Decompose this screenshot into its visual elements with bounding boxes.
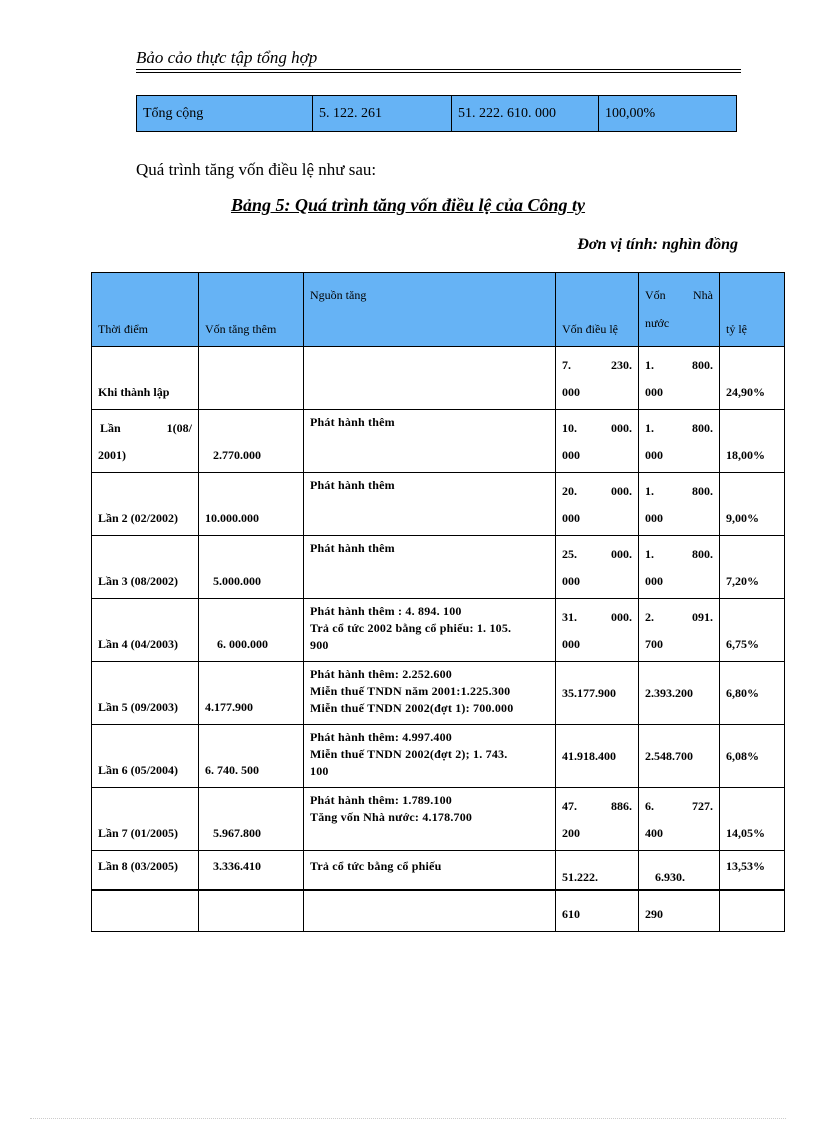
cell-state: 1. 800. 000 — [639, 410, 720, 473]
unit-label: Đơn vị tính: nghìn đồng — [577, 236, 738, 253]
table-row — [92, 788, 785, 851]
cell-state: 6. 727. 400 — [639, 788, 720, 851]
cell-source: Phát hành thêm: 4.997.400 Miễn thuế TNDN 2002(đợt 2); 1. 743. 100 — [304, 725, 556, 788]
table-caption: Bảng 5: Quá trình tăng vốn điều lệ của Công ty — [230, 195, 586, 215]
table-row — [92, 851, 785, 891]
cell-time: Lần 6 (05/2004) — [92, 725, 199, 788]
cell-time: Lần 3 (08/2002) — [92, 536, 199, 599]
cell-ratio: 13,53% — [720, 851, 785, 891]
cell-state: 6.930. — [639, 851, 720, 891]
cell-added: 2.770.000 — [199, 410, 304, 473]
table-row — [92, 410, 785, 473]
cell-charter: 51.222. — [556, 851, 639, 891]
cell-added: 3.336.410 — [199, 851, 304, 891]
cell-source: Phát hành thêm : 4. 894. 100 Trả cổ tức 2002 bằng cổ phiếu: 1. 105. 900 — [304, 599, 556, 662]
table-row — [92, 599, 785, 662]
page-bottom-border — [30, 1118, 786, 1119]
header-rule — [136, 69, 741, 70]
cell-added: 5.967.800 — [199, 788, 304, 851]
cell-time: Lần 2 (02/2002) — [92, 473, 199, 536]
cell-charter-overflow: 610 — [556, 890, 639, 932]
cell-state-overflow: 290 — [639, 890, 720, 932]
cell-charter: 25. 000. 000 — [556, 536, 639, 599]
cell-source: Phát hành thêm: 2.252.600 Miễn thuế TNDN năm 2001:1.225.300 Miễn thuế TNDN 2002(đợt 1): 700.000 — [304, 662, 556, 725]
cell-charter: 20. 000. 000 — [556, 473, 639, 536]
cell-added — [199, 347, 304, 410]
cell-ratio: 24,90% — [720, 347, 785, 410]
intro-text: Quá trình tăng vốn điều lệ như sau: — [136, 160, 377, 179]
cell-ratio: 14,05% — [720, 788, 785, 851]
cell-time: Lần 7 (01/2005) — [92, 788, 199, 851]
table-row — [92, 662, 785, 725]
cell-time: Lần 1(08/ 2001) — [92, 410, 199, 473]
header-time: Thời điểm — [92, 273, 199, 347]
header-charter-capital: Vốn điều lệ — [556, 273, 639, 347]
table-row — [92, 473, 785, 536]
cell-added: 4.177.900 — [199, 662, 304, 725]
cell-source — [304, 347, 556, 410]
cell-empty — [304, 890, 556, 932]
table-row — [92, 347, 785, 410]
cell-ratio: 7,20% — [720, 536, 785, 599]
cell-source: Phát hành thêm — [304, 410, 556, 473]
cell-charter: 35.177.900 — [556, 662, 639, 725]
cell-ratio: 6,80% — [720, 662, 785, 725]
cell-time: Lần 4 (04/2003) — [92, 599, 199, 662]
header-rule — [136, 72, 741, 73]
cell-added: 10.000.000 — [199, 473, 304, 536]
cell-added: 6. 740. 500 — [199, 725, 304, 788]
table-row — [92, 536, 785, 599]
cell-time: Khi thành lập — [92, 347, 199, 410]
header-source: Nguồn tăng — [304, 273, 556, 347]
cell-source: Phát hành thêm: 1.789.100 Tăng vốn Nhà nước: 4.178.700 — [304, 788, 556, 851]
cell-time: Lần 5 (09/2003) — [92, 662, 199, 725]
cell-ratio: 6,08% — [720, 725, 785, 788]
total-label: Tổng cộng — [137, 96, 313, 132]
cell-added: 5.000.000 — [199, 536, 304, 599]
cell-ratio: 6,75% — [720, 599, 785, 662]
table-row — [92, 725, 785, 788]
cell-state: 2.393.200 — [639, 662, 720, 725]
total-summary-table — [136, 95, 737, 132]
cell-time: Lần 8 (03/2005) — [92, 851, 199, 891]
cell-source: Phát hành thêm — [304, 536, 556, 599]
table-header-row — [92, 273, 785, 347]
cell-state: 1. 800. 000 — [639, 473, 720, 536]
total-row — [137, 96, 737, 132]
header-added-capital: Vốn tăng thêm — [199, 273, 304, 347]
header-ratio: tỷ lệ — [720, 273, 785, 347]
cell-state: 1. 800. 000 — [639, 536, 720, 599]
total-shares: 5. 122. 261 — [313, 96, 452, 132]
page-header-title: Bảo cảo thực tập tổng hợp — [136, 48, 318, 67]
cell-charter: 47. 886. 200 — [556, 788, 639, 851]
total-amount: 51. 222. 610. 000 — [452, 96, 599, 132]
cell-source: Trả cổ tức bằng cổ phiếu — [304, 851, 556, 891]
cell-charter: 10. 000. 000 — [556, 410, 639, 473]
header-state-capital: Vốn Nhà nước — [639, 273, 720, 347]
cell-ratio: 18,00% — [720, 410, 785, 473]
cell-charter: 7. 230. 000 — [556, 347, 639, 410]
cell-state: 2.548.700 — [639, 725, 720, 788]
cell-empty — [199, 890, 304, 932]
cell-source: Phát hành thêm — [304, 473, 556, 536]
capital-increase-table — [91, 272, 785, 932]
cell-ratio: 9,00% — [720, 473, 785, 536]
cell-empty — [720, 890, 785, 932]
cell-charter: 41.918.400 — [556, 725, 639, 788]
table-overflow-row — [92, 890, 785, 932]
cell-state: 2. 091. 700 — [639, 599, 720, 662]
total-percent: 100,00% — [599, 96, 737, 132]
cell-empty — [92, 890, 199, 932]
cell-charter: 31. 000. 000 — [556, 599, 639, 662]
cell-state: 1. 800. 000 — [639, 347, 720, 410]
cell-added: 6. 000.000 — [199, 599, 304, 662]
